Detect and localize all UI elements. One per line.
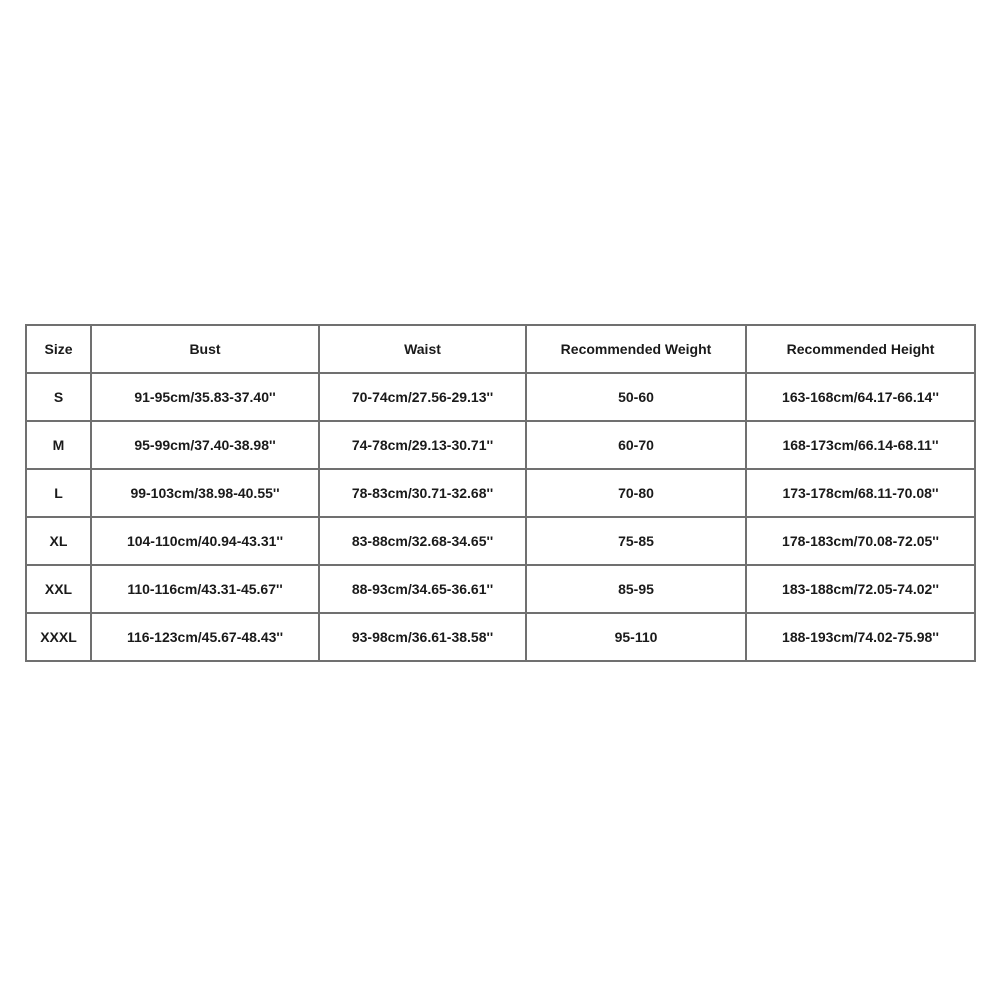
height-cell: 168-173cm/66.14-68.11''	[746, 421, 975, 469]
size-cell: XXXL	[26, 613, 91, 661]
size-cell: L	[26, 469, 91, 517]
size-chart-table	[25, 324, 976, 662]
bust-cell: 91-95cm/35.83-37.40''	[91, 373, 319, 421]
size-cell: S	[26, 373, 91, 421]
size-chart-body	[26, 373, 975, 661]
table-row	[26, 373, 975, 421]
header-recommended-height: Recommended Height	[746, 325, 975, 373]
table-row	[26, 613, 975, 661]
waist-cell: 70-74cm/27.56-29.13''	[319, 373, 526, 421]
bust-cell: 110-116cm/43.31-45.67''	[91, 565, 319, 613]
height-cell: 183-188cm/72.05-74.02''	[746, 565, 975, 613]
weight-cell: 95-110	[526, 613, 746, 661]
bust-cell: 104-110cm/40.94-43.31''	[91, 517, 319, 565]
size-cell: XL	[26, 517, 91, 565]
table-row	[26, 565, 975, 613]
weight-cell: 75-85	[526, 517, 746, 565]
waist-cell: 93-98cm/36.61-38.58''	[319, 613, 526, 661]
bust-cell: 95-99cm/37.40-38.98''	[91, 421, 319, 469]
weight-cell: 50-60	[526, 373, 746, 421]
size-cell: M	[26, 421, 91, 469]
header-size: Size	[26, 325, 91, 373]
weight-cell: 70-80	[526, 469, 746, 517]
header-row	[26, 325, 975, 373]
height-cell: 188-193cm/74.02-75.98''	[746, 613, 975, 661]
height-cell: 173-178cm/68.11-70.08''	[746, 469, 975, 517]
table-row	[26, 469, 975, 517]
waist-cell: 88-93cm/34.65-36.61''	[319, 565, 526, 613]
header-bust: Bust	[91, 325, 319, 373]
height-cell: 163-168cm/64.17-66.14''	[746, 373, 975, 421]
waist-cell: 83-88cm/32.68-34.65''	[319, 517, 526, 565]
waist-cell: 74-78cm/29.13-30.71''	[319, 421, 526, 469]
bust-cell: 116-123cm/45.67-48.43''	[91, 613, 319, 661]
waist-cell: 78-83cm/30.71-32.68''	[319, 469, 526, 517]
weight-cell: 60-70	[526, 421, 746, 469]
table-row	[26, 421, 975, 469]
height-cell: 178-183cm/70.08-72.05''	[746, 517, 975, 565]
header-waist: Waist	[319, 325, 526, 373]
bust-cell: 99-103cm/38.98-40.55''	[91, 469, 319, 517]
weight-cell: 85-95	[526, 565, 746, 613]
table-row	[26, 517, 975, 565]
header-recommended-weight: Recommended Weight	[526, 325, 746, 373]
size-chart-header	[26, 325, 975, 373]
size-cell: XXL	[26, 565, 91, 613]
